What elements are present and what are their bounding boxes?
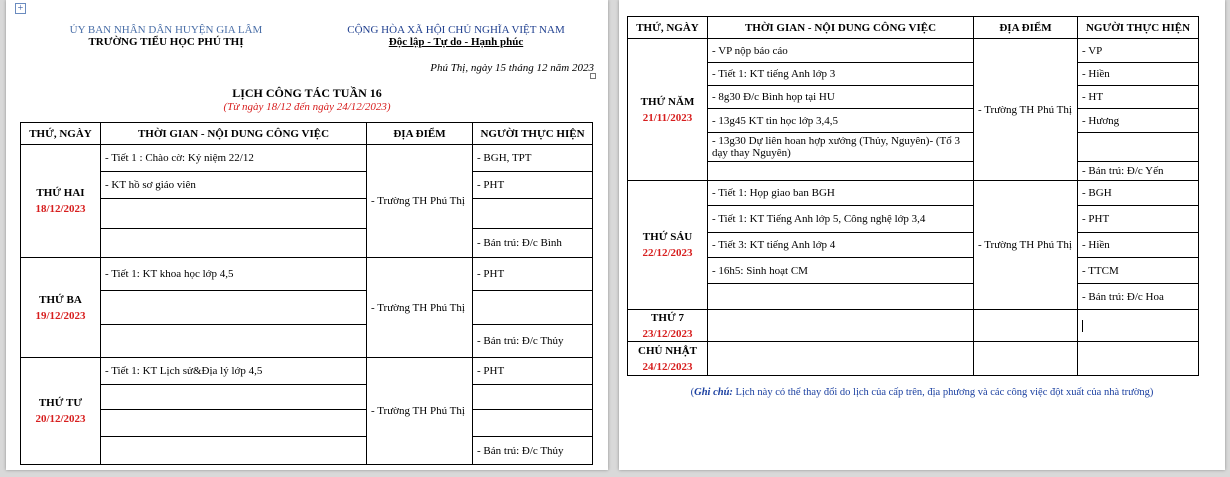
header-work: THỜI GIAN - NỘI DUNG CÔNG VIỆC: [708, 17, 974, 39]
day-name: THỨ TƯ: [38, 397, 83, 409]
table-row: [628, 310, 1199, 342]
day-cell: [628, 181, 708, 310]
person-cell[interactable]: [473, 291, 593, 325]
work-cell[interactable]: - Tiết 3: KT tiếng Anh lớp 4: [708, 233, 974, 258]
work-cell[interactable]: - Tiết 1: Họp giao ban BGH: [708, 181, 974, 206]
table-row: [21, 437, 593, 465]
work-cell[interactable]: [101, 437, 367, 465]
nation-name: CỘNG HÒA XÃ HỘI CHỦ NGHĨA VIỆT NAM: [347, 24, 565, 36]
schedule-table-1: [20, 122, 593, 465]
table-row: [21, 325, 593, 358]
document-page-2: [619, 0, 1225, 470]
table-row: [628, 206, 1199, 233]
work-cell[interactable]: - 13g45 KT tin học lớp 3,4,5: [708, 109, 974, 133]
dateline: Phú Thị, ngày 15 tháng 12 năm 2023: [430, 62, 594, 74]
table-move-handle-icon[interactable]: +: [15, 3, 26, 14]
work-cell[interactable]: - KT hồ sơ giáo viên: [101, 172, 367, 199]
person-cell[interactable]: - Bán trú: Đ/c Yến: [1078, 162, 1199, 181]
person-cell[interactable]: [473, 410, 593, 437]
table-row: [628, 181, 1199, 206]
place-cell[interactable]: - Trường TH Phú Thị: [974, 181, 1078, 310]
person-cell[interactable]: [473, 199, 593, 229]
table-row: [628, 133, 1199, 162]
place-cell[interactable]: - Trường TH Phú Thị: [367, 358, 473, 465]
table-row: [628, 39, 1199, 63]
table-row: [21, 199, 593, 229]
day-cell: [628, 310, 708, 342]
day-date: 22/12/2023: [642, 247, 693, 259]
day-cell: [21, 258, 101, 358]
district-name: ỦY BAN NHÂN DÂN HUYỆN GIA LÂM: [69, 24, 263, 36]
text-cursor: [1082, 320, 1083, 332]
day-name: THỨ SÁU: [642, 231, 693, 243]
footer-note: [619, 387, 1225, 398]
table-row: [628, 63, 1199, 86]
work-cell[interactable]: [101, 385, 367, 410]
motto: Độc lập - Tự do - Hạnh phúc: [388, 36, 524, 48]
doc-title: LỊCH CÔNG TÁC TUẦN 16: [232, 86, 382, 100]
header-day: THỨ, NGÀY: [21, 123, 101, 145]
work-cell[interactable]: - Tiết 1: KT Lịch sử&Địa lý lớp 4,5: [101, 358, 367, 385]
person-cell[interactable]: - VP: [1078, 39, 1199, 63]
work-cell[interactable]: [101, 410, 367, 437]
header-place: ĐỊA ĐIỂM: [974, 17, 1078, 39]
school-name: TRƯỜNG TIỂU HỌC PHÚ THỊ: [88, 36, 244, 48]
place-cell[interactable]: [974, 310, 1078, 342]
table-row: [628, 258, 1199, 284]
anchor-marker: [590, 73, 596, 79]
place-cell[interactable]: - Trường TH Phú Thị: [974, 39, 1078, 181]
header-left: [66, 24, 266, 48]
day-name: THỨ NĂM: [640, 95, 695, 108]
person-cell[interactable]: - Bán trú: Đ/c Thủy: [473, 325, 593, 358]
day-date: 24/12/2023: [642, 360, 693, 373]
table-row: [628, 109, 1199, 133]
table-row: [21, 358, 593, 385]
person-cell[interactable]: [1078, 342, 1199, 376]
day-cell: [21, 358, 101, 465]
person-cell[interactable]: [1078, 310, 1199, 342]
work-cell[interactable]: [101, 229, 367, 258]
work-cell[interactable]: [708, 284, 974, 310]
note-open: (: [690, 387, 695, 398]
work-cell[interactable]: - VP nộp báo cáo: [708, 39, 974, 63]
work-cell[interactable]: - Tiết 1: KT Tiếng Anh lớp 5, Công nghệ lớp 3,4: [708, 206, 974, 233]
day-name: THỨ 7: [651, 311, 684, 324]
work-cell[interactable]: - 16h5: Sinh hoạt CM: [708, 258, 974, 284]
person-cell[interactable]: - Bán trú: Đ/c Thủy: [473, 437, 593, 465]
work-cell[interactable]: - 8g30 Đ/c Bình họp tại HU: [708, 86, 974, 109]
place-cell[interactable]: - Trường TH Phú Thị: [367, 258, 473, 358]
day-date: 21/11/2023: [642, 111, 693, 124]
table-row: [628, 342, 1199, 376]
work-cell[interactable]: [708, 162, 974, 181]
day-date: 23/12/2023: [642, 327, 693, 340]
table-row: [21, 410, 593, 437]
person-cell[interactable]: - PHT: [473, 172, 593, 199]
work-cell[interactable]: - Tiết 1: KT khoa học lớp 4,5: [101, 258, 367, 291]
note-label: Ghi chú:: [694, 387, 733, 398]
person-cell[interactable]: - Bán trú: Đ/c Hoa: [1078, 284, 1199, 310]
header-person: NGƯỜI THỰC HIỆN: [1078, 17, 1199, 39]
table-row: [21, 229, 593, 258]
day-cell: [628, 39, 708, 181]
schedule-table-2: [627, 16, 1199, 376]
person-cell[interactable]: [1078, 133, 1199, 162]
day-date: 20/12/2023: [35, 413, 86, 425]
work-cell[interactable]: - Tiết 1 : Chào cờ: Kỷ niệm 22/12: [101, 145, 367, 172]
table-row: [21, 291, 593, 325]
person-cell[interactable]: - BGH, TPT: [473, 145, 593, 172]
table-row: [21, 258, 593, 291]
person-cell[interactable]: - Hiền: [1078, 63, 1199, 86]
person-cell[interactable]: - PHT: [1078, 206, 1199, 233]
doc-subtitle: (Từ ngày 18/12 đến ngày 24/12/2023): [223, 101, 391, 113]
table-row: [21, 145, 593, 172]
work-cell[interactable]: - 13g30 Dự liên hoan hợp xướng (Thủy, Nguyên)- (Tổ 3 dạy thay Nguyên): [708, 133, 974, 162]
header-person: NGƯỜI THỰC HIỆN: [473, 123, 593, 145]
table-row: [21, 385, 593, 410]
day-date: 18/12/2023: [35, 203, 86, 215]
person-cell[interactable]: [473, 385, 593, 410]
note-text: Lịch này có thể thay đổi do lịch của cấp trên, địa phương và các công việc đột xuất của nhà trường): [732, 387, 1154, 398]
work-cell[interactable]: [101, 325, 367, 358]
day-name: CHỦ NHẬT: [638, 344, 697, 357]
day-name: THỨ HAI: [36, 187, 85, 199]
person-cell[interactable]: - HT: [1078, 86, 1199, 109]
person-cell[interactable]: - BGH: [1078, 181, 1199, 206]
work-cell[interactable]: [708, 310, 974, 342]
header-work: THỜI GIAN - NỘI DUNG CÔNG VIỆC: [101, 123, 367, 145]
document-page-1: [6, 0, 608, 470]
header-place: ĐỊA ĐIỂM: [367, 123, 473, 145]
table-row: [21, 172, 593, 199]
table-row: [628, 233, 1199, 258]
place-cell[interactable]: [974, 342, 1078, 376]
day-date: 19/12/2023: [35, 309, 86, 322]
day-cell: [628, 342, 708, 376]
day-name: THỨ BA: [39, 293, 82, 306]
work-cell[interactable]: [101, 291, 367, 325]
place-cell[interactable]: - Trường TH Phú Thị: [367, 145, 473, 258]
person-cell[interactable]: - Hương: [1078, 109, 1199, 133]
header-right: [336, 24, 576, 48]
work-cell[interactable]: [101, 199, 367, 229]
day-cell: [21, 145, 101, 258]
person-cell[interactable]: - TTCM: [1078, 258, 1199, 284]
person-cell[interactable]: - PHT: [473, 358, 593, 385]
person-cell[interactable]: - PHT: [473, 258, 593, 291]
person-cell[interactable]: - Hiền: [1078, 233, 1199, 258]
table-row: [628, 162, 1199, 181]
person-cell[interactable]: - Bán trú: Đ/c Bình: [473, 229, 593, 258]
table-row: [628, 86, 1199, 109]
work-cell[interactable]: [708, 342, 974, 376]
table-row: [628, 284, 1199, 310]
header-day: THỨ, NGÀY: [628, 17, 708, 39]
work-cell[interactable]: - Tiết 1: KT tiếng Anh lớp 3: [708, 63, 974, 86]
